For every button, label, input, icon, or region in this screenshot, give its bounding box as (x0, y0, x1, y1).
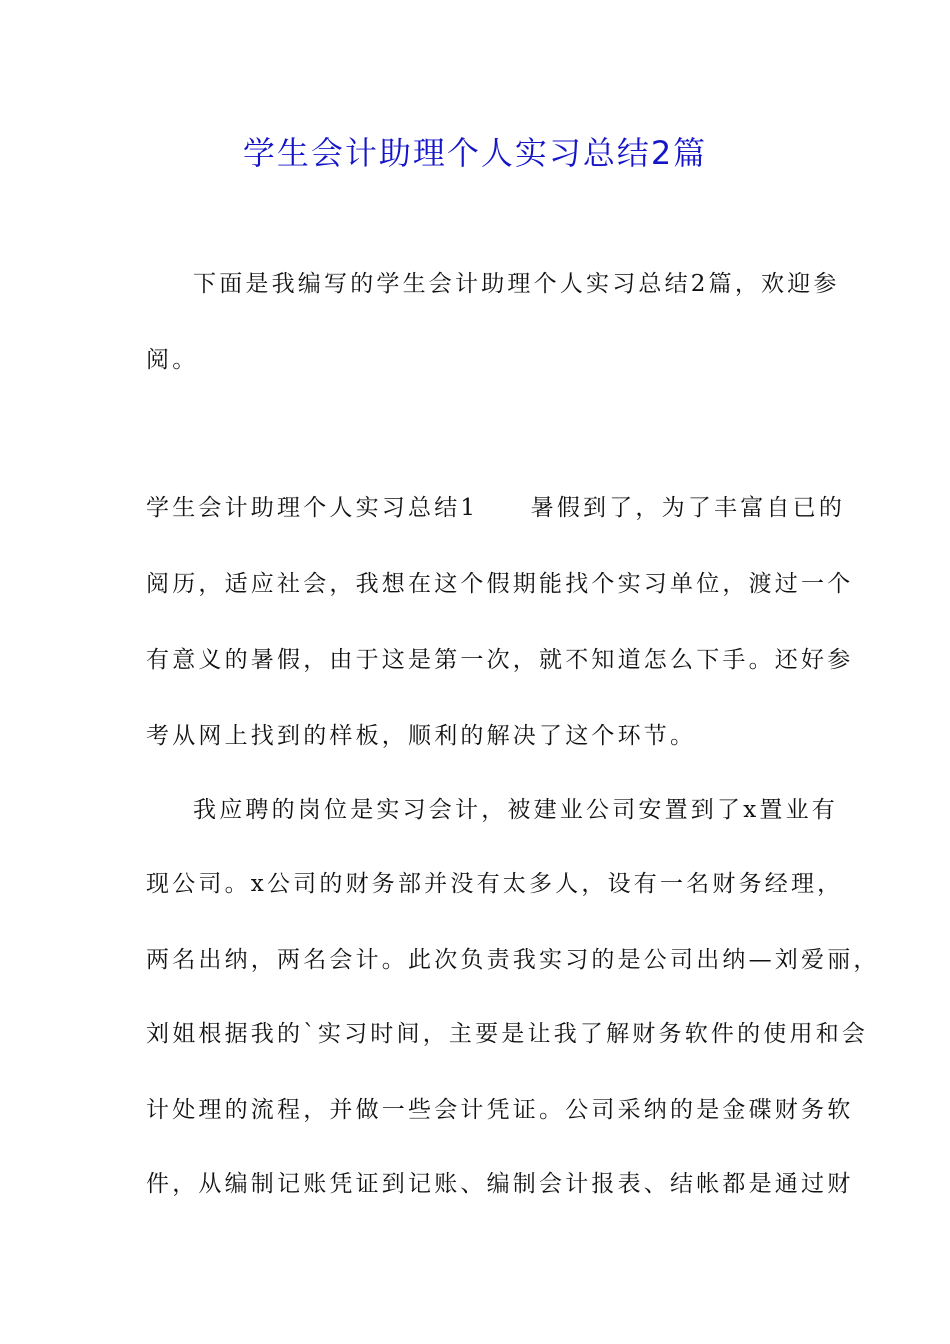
paragraph-line: 刘姐根据我的`实习时间，主要是让我了解财务软件的使用和会 (146, 1021, 869, 1047)
paragraph-line: 两名出纳，两名会计。此次负责我实习的是公司出纳—刘爱丽， (146, 947, 880, 973)
paragraph-line: 计处理的流程，并做一些会计凭证。公司采纳的是金碟财务软 (146, 1097, 854, 1123)
paragraph-line: 现公司。x公司的财务部并没有太多人，设有一名财务经理， (146, 871, 844, 897)
paragraph-line: 阅。 (146, 347, 199, 373)
paragraph-line: 有意义的暑假，由于这是第一次，就不知道怎么下手。还好参 (146, 647, 854, 673)
paragraph-line: 考从网上找到的样板，顺利的解决了这个环节。 (146, 723, 697, 749)
paragraph-line: 下面是我编写的学生会计助理个人实习总结2篇，欢迎参 (193, 271, 840, 297)
paragraph-line: 我应聘的岗位是实习会计，被建业公司安置到了x置业有 (193, 797, 838, 823)
paragraph-line: 阅历，适应社会，我想在这个假期能找个实习单位，渡过一个 (146, 571, 854, 597)
paragraph-line: 件，从编制记账凭证到记账、编制会计报表、结帐都是通过财 (146, 1171, 854, 1197)
document-title: 学生会计助理个人实习总结2篇 (242, 134, 708, 172)
paragraph-line: 学生会计助理个人实习总结1 暑假到了，为了丰富自已的 (146, 495, 846, 521)
